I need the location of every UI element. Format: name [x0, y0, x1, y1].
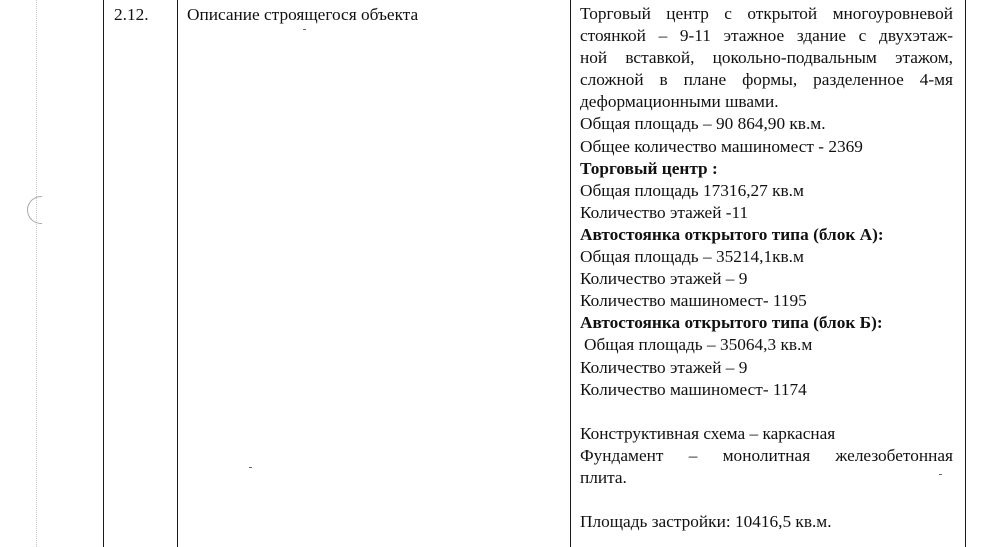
description-cell	[580, 3, 953, 533]
intro-line: деформационными швами.	[580, 92, 779, 112]
table-border-col1	[177, 0, 178, 547]
scan-speck	[303, 29, 306, 30]
table-border-right	[965, 0, 966, 547]
parking-b-heading: Автостоянка открытого типа (блок Б):	[580, 313, 883, 333]
spacer	[580, 489, 953, 511]
parking-b-floors: Количество этажей – 9	[580, 357, 748, 377]
table-border-col2	[570, 0, 571, 547]
built-area: Площадь застройки: 10416,5 кв.м.	[580, 512, 832, 532]
foundation-line: плита.	[580, 467, 627, 487]
intro-line: Торговый центр с открытой многоуровневой	[580, 4, 953, 23]
parking-a-floors: Количество этажей – 9	[580, 269, 748, 289]
mall-area: Общая площадь 17316,27 кв.м	[580, 180, 804, 200]
intro-line: стоянкой – 9-11 этажное здание с двухэтаж-	[580, 26, 953, 46]
parking-a-heading: Автостоянка открытого типа (блок А):	[580, 224, 884, 244]
scan-speck	[249, 467, 252, 468]
binder-hole-mark	[27, 196, 42, 224]
scan-margin-edge	[36, 0, 37, 547]
mall-heading: Торговый центр :	[580, 158, 718, 178]
spacer	[580, 401, 953, 423]
intro-line: сложной в плане формы, разделенное 4-мя	[580, 70, 953, 90]
row-number: 2.12.	[114, 5, 149, 24]
parking-b-area: Общая площадь – 35064,3 кв.м	[584, 335, 813, 355]
table-border-left	[103, 0, 104, 547]
mall-floors: Количество этажей -11	[580, 202, 749, 222]
structural-scheme: Конструктивная схема – каркасная	[580, 423, 836, 443]
parking-a-area: Общая площадь – 35214,1кв.м	[580, 247, 804, 267]
parking-a-spaces: Количество машиномест- 1195	[580, 291, 807, 311]
parking-b-spaces: Количество машиномест- 1174	[580, 379, 807, 399]
row-label: Описание строящегося объекта	[187, 5, 419, 24]
total-parking: Общее количество машиномест - 2369	[580, 136, 863, 156]
intro-line: ной вставкой, цокольно-подвальным этажом,	[580, 48, 953, 68]
foundation-line: Фундамент – монолитная железобетонная	[580, 445, 953, 465]
total-area: Общая площадь – 90 864,90 кв.м.	[580, 114, 826, 134]
